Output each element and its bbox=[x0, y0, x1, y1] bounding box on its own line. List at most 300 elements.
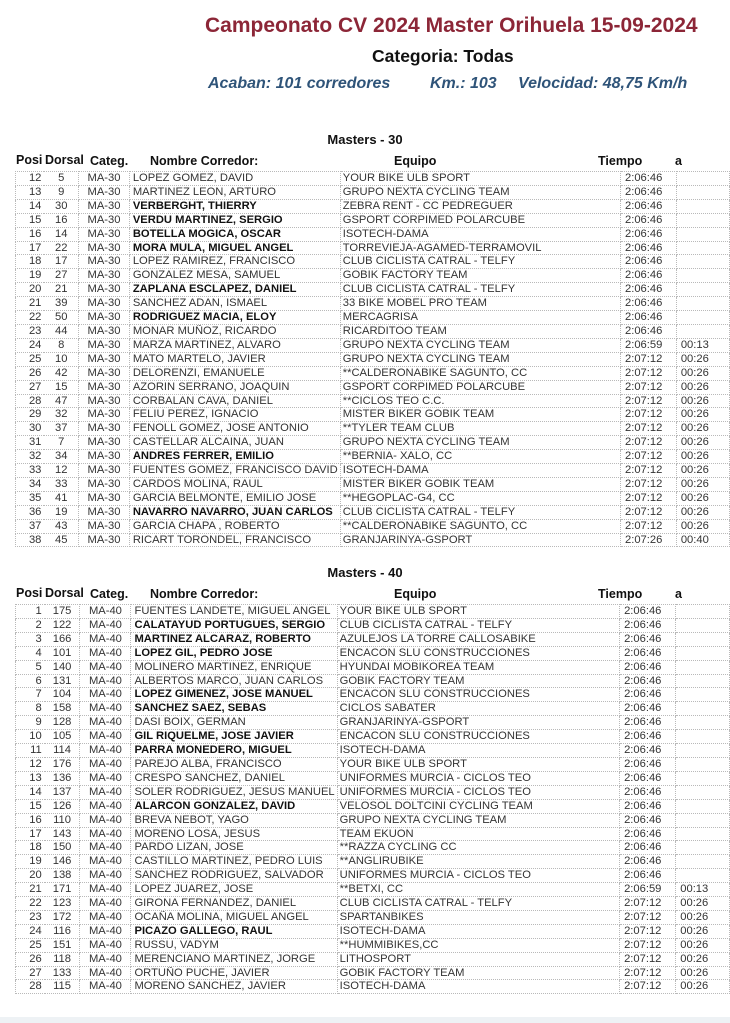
finish-time: 2:06:46 bbox=[620, 827, 676, 841]
rider-name: ALBERTOS MARCO, JUAN CARLOS bbox=[131, 674, 337, 688]
rider-category: MA-40 bbox=[80, 771, 131, 785]
rider-bib-number: 43 bbox=[44, 519, 78, 533]
time-gap: 00:40 bbox=[676, 533, 729, 547]
rider-name: MORENO SANCHEZ, JAVIER bbox=[131, 980, 337, 994]
rider-bib-number: 158 bbox=[45, 702, 80, 716]
finish-time: 2:06:46 bbox=[620, 744, 676, 758]
finish-time: 2:06:46 bbox=[620, 605, 676, 619]
distance-km: Km.: 103 bbox=[430, 75, 497, 92]
table-row bbox=[16, 464, 730, 478]
rider-bib-number: 47 bbox=[44, 394, 78, 408]
results-table-masters-30 bbox=[15, 171, 730, 547]
rider-team: CLUB CICLISTA CATRAL - TELFY bbox=[340, 283, 620, 297]
rider-category: MA-40 bbox=[80, 605, 131, 619]
time-gap bbox=[676, 199, 729, 213]
time-gap bbox=[676, 702, 730, 716]
rider-name: CORBALAN CAVA, DANIEL bbox=[129, 394, 340, 408]
finishers-count: Acaban: 101 corredores bbox=[208, 75, 391, 92]
rider-team: AZULEJOS LA TORRE CALLOSABIKE bbox=[337, 632, 619, 646]
table-row bbox=[16, 255, 730, 269]
rider-name: AZORIN SERRANO, JOAQUIN bbox=[129, 380, 340, 394]
rider-name: FUENTES LANDETE, MIGUEL ANGEL bbox=[131, 605, 337, 619]
time-gap bbox=[676, 757, 730, 771]
rider-position: 25 bbox=[16, 938, 45, 952]
finish-time: 2:06:46 bbox=[620, 799, 676, 813]
finish-time: 2:06:46 bbox=[620, 324, 676, 338]
col-header-posi: Posi bbox=[16, 153, 43, 167]
rider-team: TORREVIEJA-AGAMED-TERRAMOVIL bbox=[340, 241, 620, 255]
rider-name: RODRIGUEZ MACIA, ELOY bbox=[129, 311, 340, 325]
rider-team: **RAZZA CYCLING CC bbox=[337, 841, 619, 855]
table-row bbox=[16, 938, 730, 952]
rider-team: **BERNIA- XALO, CC bbox=[340, 450, 620, 464]
rider-position: 5 bbox=[16, 660, 45, 674]
rider-name: MATO MARTELO, JAVIER bbox=[129, 352, 340, 366]
col-header-gap: a bbox=[675, 154, 682, 168]
rider-team: GRUPO NEXTA CYCLING TEAM bbox=[340, 436, 620, 450]
rider-team: GRANJARINYA-GSPORT bbox=[337, 716, 619, 730]
finish-time: 2:06:46 bbox=[620, 716, 676, 730]
rider-position: 25 bbox=[16, 352, 45, 366]
rider-team: ISOTECH-DAMA bbox=[340, 464, 620, 478]
finish-time: 2:06:46 bbox=[620, 841, 676, 855]
time-gap bbox=[676, 618, 730, 632]
rider-name: SANCHEZ ADAN, ISMAEL bbox=[129, 297, 340, 311]
table-row bbox=[16, 855, 730, 869]
table-row bbox=[16, 366, 730, 380]
time-gap bbox=[676, 674, 730, 688]
rider-position: 22 bbox=[16, 311, 45, 325]
rider-position: 14 bbox=[16, 199, 45, 213]
rider-name: MONAR MUÑOZ, RICARDO bbox=[129, 324, 340, 338]
col-header-time: Tiempo bbox=[598, 154, 643, 168]
rider-bib-number: 12 bbox=[44, 464, 78, 478]
rider-name: GONZALEZ MESA, SAMUEL bbox=[129, 269, 340, 283]
table-row bbox=[16, 324, 730, 338]
finish-time: 2:07:12 bbox=[620, 519, 676, 533]
rider-name: GIRONA FERNANDEZ, DANIEL bbox=[131, 897, 337, 911]
rider-name: MERENCIANO MARTINEZ, JORGE bbox=[131, 952, 337, 966]
rider-category: MA-30 bbox=[79, 464, 130, 478]
rider-team: MERCAGRISA bbox=[340, 311, 620, 325]
table-row bbox=[16, 688, 730, 702]
time-gap: 00:26 bbox=[676, 897, 730, 911]
rider-position: 11 bbox=[16, 744, 45, 758]
rider-position: 24 bbox=[16, 338, 45, 352]
rider-position: 18 bbox=[16, 841, 45, 855]
time-gap: 00:26 bbox=[676, 366, 729, 380]
rider-team: GRUPO NEXTA CYCLING TEAM bbox=[340, 185, 620, 199]
rider-category: MA-40 bbox=[80, 702, 131, 716]
rider-bib-number: 8 bbox=[44, 338, 78, 352]
rider-team: CICLOS SABATER bbox=[337, 702, 619, 716]
rider-category: MA-30 bbox=[79, 227, 130, 241]
rider-name: CASTELLAR ALCAINA, JUAN bbox=[129, 436, 340, 450]
time-gap bbox=[676, 172, 729, 186]
rider-position: 32 bbox=[16, 450, 45, 464]
rider-team: GRUPO NEXTA CYCLING TEAM bbox=[340, 338, 620, 352]
rider-bib-number: 39 bbox=[44, 297, 78, 311]
rider-team: UNIFORMES MURCIA - CICLOS TEO bbox=[337, 869, 619, 883]
rider-bib-number: 133 bbox=[45, 966, 80, 980]
rider-position: 9 bbox=[16, 716, 45, 730]
finish-time: 2:06:46 bbox=[620, 813, 676, 827]
time-gap bbox=[676, 771, 730, 785]
rider-name: FELIU PEREZ, IGNACIO bbox=[129, 408, 340, 422]
rider-bib-number: 114 bbox=[45, 744, 80, 758]
time-gap bbox=[676, 605, 730, 619]
rider-team: ISOTECH-DAMA bbox=[337, 924, 619, 938]
rider-bib-number: 42 bbox=[44, 366, 78, 380]
rider-position: 29 bbox=[16, 408, 45, 422]
finish-time: 2:06:46 bbox=[620, 855, 676, 869]
rider-name: CASTILLO MARTINEZ, PEDRO LUIS bbox=[131, 855, 337, 869]
rider-position: 24 bbox=[16, 924, 45, 938]
table-row bbox=[16, 213, 730, 227]
rider-bib-number: 10 bbox=[44, 352, 78, 366]
finish-time: 2:07:12 bbox=[620, 408, 676, 422]
rider-name: LOPEZ GOMEZ, DAVID bbox=[129, 172, 340, 186]
table-row bbox=[16, 674, 730, 688]
rider-position: 15 bbox=[16, 213, 45, 227]
rider-bib-number: 44 bbox=[44, 324, 78, 338]
table-row bbox=[16, 380, 730, 394]
rider-bib-number: 175 bbox=[45, 605, 80, 619]
rider-position: 31 bbox=[16, 436, 45, 450]
table-row bbox=[16, 283, 730, 297]
rider-category: MA-40 bbox=[80, 924, 131, 938]
finish-time: 2:06:46 bbox=[620, 172, 676, 186]
rider-position: 37 bbox=[16, 519, 45, 533]
col-header-name: Nombre Corredor: bbox=[150, 154, 259, 168]
rider-bib-number: 150 bbox=[45, 841, 80, 855]
rider-team: **HEGOPLAC-G4, CC bbox=[340, 491, 620, 505]
rider-name: ORTUÑO PUCHE, JAVIER bbox=[131, 966, 337, 980]
rider-name: MARTINEZ LEON, ARTURO bbox=[129, 185, 340, 199]
finish-time: 2:07:12 bbox=[620, 366, 676, 380]
col-header-posi: Posi bbox=[16, 586, 43, 600]
rider-position: 1 bbox=[16, 605, 45, 619]
finish-time: 2:07:26 bbox=[620, 533, 676, 547]
table-row bbox=[16, 702, 730, 716]
finish-time: 2:07:12 bbox=[620, 980, 676, 994]
rider-team: GRANJARINYA-GSPORT bbox=[340, 533, 620, 547]
rider-position: 28 bbox=[16, 980, 45, 994]
finish-time: 2:06:46 bbox=[620, 213, 676, 227]
table-row bbox=[16, 269, 730, 283]
table-row bbox=[16, 897, 730, 911]
table-row bbox=[16, 730, 730, 744]
rider-position: 34 bbox=[16, 477, 45, 491]
finish-time: 2:07:12 bbox=[620, 352, 676, 366]
rider-name: CARDOS MOLINA, RAUL bbox=[129, 477, 340, 491]
table-row bbox=[16, 660, 730, 674]
time-gap bbox=[676, 744, 730, 758]
finish-time: 2:06:46 bbox=[620, 674, 676, 688]
rider-team: ENCACON SLU CONSTRUCCIONES bbox=[337, 688, 619, 702]
rider-name: FENOLL GOMEZ, JOSE ANTONIO bbox=[129, 422, 340, 436]
rider-team: HYUNDAI MOBIKOREA TEAM bbox=[337, 660, 619, 674]
rider-position: 17 bbox=[16, 241, 45, 255]
col-header-team: Equipo bbox=[394, 587, 437, 601]
rider-team: CLUB CICLISTA CATRAL - TELFY bbox=[340, 255, 620, 269]
rider-category: MA-30 bbox=[79, 338, 130, 352]
time-gap bbox=[676, 785, 730, 799]
rider-category: MA-30 bbox=[79, 213, 130, 227]
rider-bib-number: 32 bbox=[44, 408, 78, 422]
table-row bbox=[16, 227, 730, 241]
rider-category: MA-30 bbox=[79, 255, 130, 269]
finish-time: 2:07:12 bbox=[620, 952, 676, 966]
col-header-team: Equipo bbox=[394, 154, 437, 168]
rider-name: SOLER RODRIGUEZ, JESUS MANUEL bbox=[131, 785, 337, 799]
time-gap bbox=[676, 841, 730, 855]
rider-team: **ANGLIRUBIKE bbox=[337, 855, 619, 869]
rider-name: NAVARRO NAVARRO, JUAN CARLOS bbox=[129, 505, 340, 519]
time-gap bbox=[676, 855, 730, 869]
rider-category: MA-40 bbox=[80, 869, 131, 883]
category-label: Categoria: Todas bbox=[372, 46, 514, 66]
rider-category: MA-40 bbox=[80, 674, 131, 688]
finish-time: 2:06:46 bbox=[620, 771, 676, 785]
table-row bbox=[16, 185, 730, 199]
rider-category: MA-40 bbox=[80, 827, 131, 841]
page-bottom-strip bbox=[0, 1017, 730, 1023]
rider-bib-number: 136 bbox=[45, 771, 80, 785]
time-gap: 00:26 bbox=[676, 352, 729, 366]
rider-bib-number: 33 bbox=[44, 477, 78, 491]
time-gap: 00:13 bbox=[676, 338, 729, 352]
finish-time: 2:06:46 bbox=[620, 869, 676, 883]
rider-bib-number: 122 bbox=[45, 618, 80, 632]
finish-time: 2:06:46 bbox=[620, 227, 676, 241]
time-gap bbox=[676, 241, 729, 255]
time-gap: 00:13 bbox=[676, 883, 730, 897]
finish-time: 2:06:46 bbox=[620, 702, 676, 716]
time-gap bbox=[676, 283, 729, 297]
rider-name: SANCHEZ SAEZ, SEBAS bbox=[131, 702, 337, 716]
rider-position: 15 bbox=[16, 799, 45, 813]
rider-category: MA-40 bbox=[80, 883, 131, 897]
rider-bib-number: 126 bbox=[45, 799, 80, 813]
time-gap bbox=[676, 660, 730, 674]
rider-name: OCAÑA MOLINA, MIGUEL ANGEL bbox=[131, 910, 337, 924]
rider-bib-number: 22 bbox=[44, 241, 78, 255]
rider-team: GRUPO NEXTA CYCLING TEAM bbox=[337, 813, 619, 827]
rider-bib-number: 172 bbox=[45, 910, 80, 924]
rider-bib-number: 17 bbox=[44, 255, 78, 269]
rider-category: MA-40 bbox=[80, 618, 131, 632]
rider-position: 14 bbox=[16, 785, 45, 799]
table-row bbox=[16, 519, 730, 533]
time-gap: 00:26 bbox=[676, 938, 730, 952]
rider-position: 18 bbox=[16, 255, 45, 269]
rider-position: 8 bbox=[16, 702, 45, 716]
rider-category: MA-30 bbox=[79, 380, 130, 394]
rider-team: **CICLOS TEO C.C. bbox=[340, 394, 620, 408]
rider-team: VELOSOL DOLTCINI CYCLING TEAM bbox=[337, 799, 619, 813]
finish-time: 2:07:12 bbox=[620, 966, 676, 980]
rider-bib-number: 118 bbox=[45, 952, 80, 966]
rider-team: GOBIK FACTORY TEAM bbox=[340, 269, 620, 283]
table-row bbox=[16, 827, 730, 841]
finish-time: 2:07:12 bbox=[620, 491, 676, 505]
finish-time: 2:06:46 bbox=[620, 618, 676, 632]
finish-time: 2:06:46 bbox=[620, 632, 676, 646]
finish-time: 2:06:46 bbox=[620, 730, 676, 744]
rider-category: MA-30 bbox=[79, 172, 130, 186]
table-row bbox=[16, 505, 730, 519]
section-title-masters-30: Masters - 30 bbox=[327, 132, 403, 147]
table-row bbox=[16, 436, 730, 450]
rider-category: MA-40 bbox=[80, 910, 131, 924]
table-row bbox=[16, 422, 730, 436]
rider-category: MA-40 bbox=[80, 744, 131, 758]
table-row bbox=[16, 744, 730, 758]
finish-time: 2:07:12 bbox=[620, 477, 676, 491]
rider-team: GOBIK FACTORY TEAM bbox=[337, 966, 619, 980]
rider-bib-number: 151 bbox=[45, 938, 80, 952]
finish-time: 2:06:46 bbox=[620, 269, 676, 283]
rider-position: 13 bbox=[16, 185, 45, 199]
time-gap bbox=[676, 185, 729, 199]
time-gap bbox=[676, 269, 729, 283]
rider-name: CALATAYUD PORTUGUES, SERGIO bbox=[131, 618, 337, 632]
time-gap: 00:26 bbox=[676, 952, 730, 966]
rider-category: MA-40 bbox=[80, 966, 131, 980]
rider-category: MA-40 bbox=[80, 799, 131, 813]
time-gap: 00:26 bbox=[676, 464, 729, 478]
rider-team: GSPORT CORPIMED POLARCUBE bbox=[340, 380, 620, 394]
results-table-masters-40 bbox=[15, 604, 730, 994]
finish-time: 2:06:59 bbox=[620, 338, 676, 352]
time-gap bbox=[676, 255, 729, 269]
rider-category: MA-30 bbox=[79, 269, 130, 283]
rider-position: 33 bbox=[16, 464, 45, 478]
rider-category: MA-40 bbox=[80, 855, 131, 869]
rider-name: VERDU MARTINEZ, SERGIO bbox=[129, 213, 340, 227]
rider-position: 20 bbox=[16, 283, 45, 297]
rider-position: 22 bbox=[16, 897, 45, 911]
rider-category: MA-30 bbox=[79, 185, 130, 199]
rider-position: 2 bbox=[16, 618, 45, 632]
rider-bib-number: 105 bbox=[45, 730, 80, 744]
table-row bbox=[16, 632, 730, 646]
rider-name: SANCHEZ RODRIGUEZ, SALVADOR bbox=[131, 869, 337, 883]
rider-position: 12 bbox=[16, 172, 45, 186]
time-gap bbox=[676, 869, 730, 883]
time-gap: 00:26 bbox=[676, 519, 729, 533]
time-gap: 00:26 bbox=[676, 980, 730, 994]
rider-position: 23 bbox=[16, 324, 45, 338]
rider-position: 35 bbox=[16, 491, 45, 505]
rider-name: GARCIA BELMONTE, EMILIO JOSE bbox=[129, 491, 340, 505]
finish-time: 2:07:12 bbox=[620, 938, 676, 952]
rider-team: MISTER BIKER GOBIK TEAM bbox=[340, 477, 620, 491]
finish-time: 2:07:12 bbox=[620, 924, 676, 938]
finish-time: 2:06:46 bbox=[620, 199, 676, 213]
rider-bib-number: 7 bbox=[44, 436, 78, 450]
rider-position: 27 bbox=[16, 380, 45, 394]
rider-name: RUSSU, VADYM bbox=[131, 938, 337, 952]
finish-time: 2:07:12 bbox=[620, 464, 676, 478]
table-row bbox=[16, 966, 730, 980]
rider-team: YOUR BIKE ULB SPORT bbox=[337, 605, 619, 619]
table-row bbox=[16, 199, 730, 213]
rider-category: MA-40 bbox=[80, 897, 131, 911]
rider-name: MOLINERO MARTINEZ, ENRIQUE bbox=[131, 660, 337, 674]
rider-team: UNIFORMES MURCIA - CICLOS TEO bbox=[337, 771, 619, 785]
rider-name: ANDRES FERRER, EMILIO bbox=[129, 450, 340, 464]
rider-position: 19 bbox=[16, 269, 45, 283]
rider-category: MA-40 bbox=[80, 813, 131, 827]
rider-position: 20 bbox=[16, 869, 45, 883]
table-row bbox=[16, 394, 730, 408]
rider-position: 21 bbox=[16, 883, 45, 897]
rider-team: **HUMMIBIKES,CC bbox=[337, 938, 619, 952]
rider-name: CRESPO SANCHEZ, DANIEL bbox=[131, 771, 337, 785]
table-row bbox=[16, 841, 730, 855]
rider-name: RICART TORONDEL, FRANCISCO bbox=[129, 533, 340, 547]
rider-name: PAREJO ALBA, FRANCISCO bbox=[131, 757, 337, 771]
table-row bbox=[16, 352, 730, 366]
rider-name: DASI BOIX, GERMAN bbox=[131, 716, 337, 730]
rider-bib-number: 140 bbox=[45, 660, 80, 674]
rider-name: GARCIA CHAPA , ROBERTO bbox=[129, 519, 340, 533]
rider-category: MA-30 bbox=[79, 324, 130, 338]
rider-category: MA-30 bbox=[79, 297, 130, 311]
table-row bbox=[16, 172, 730, 186]
col-header-gap: a bbox=[675, 587, 682, 601]
time-gap bbox=[676, 827, 730, 841]
rider-bib-number: 27 bbox=[44, 269, 78, 283]
rider-category: MA-40 bbox=[80, 980, 131, 994]
col-header-dorsal: Dorsal bbox=[45, 586, 84, 600]
rider-category: MA-30 bbox=[79, 241, 130, 255]
time-gap: 00:26 bbox=[676, 380, 729, 394]
time-gap bbox=[676, 324, 729, 338]
finish-time: 2:06:46 bbox=[620, 646, 676, 660]
time-gap bbox=[676, 311, 729, 325]
rider-bib-number: 19 bbox=[44, 505, 78, 519]
rider-team: ZEBRA RENT - CC PEDREGUER bbox=[340, 199, 620, 213]
table-row bbox=[16, 771, 730, 785]
rider-position: 13 bbox=[16, 771, 45, 785]
rider-category: MA-40 bbox=[80, 785, 131, 799]
time-gap: 00:26 bbox=[676, 394, 729, 408]
rider-category: MA-40 bbox=[80, 952, 131, 966]
col-header-dorsal: Dorsal bbox=[45, 153, 84, 167]
time-gap: 00:26 bbox=[676, 450, 729, 464]
rider-team: 33 BIKE MOBEL PRO TEAM bbox=[340, 297, 620, 311]
rider-bib-number: 146 bbox=[45, 855, 80, 869]
finish-time: 2:07:12 bbox=[620, 910, 676, 924]
rider-bib-number: 123 bbox=[45, 897, 80, 911]
rider-category: MA-40 bbox=[80, 730, 131, 744]
time-gap: 00:26 bbox=[676, 924, 730, 938]
rider-name: PARDO LIZAN, JOSE bbox=[131, 841, 337, 855]
rider-position: 12 bbox=[16, 757, 45, 771]
rider-category: MA-40 bbox=[80, 716, 131, 730]
rider-position: 16 bbox=[16, 813, 45, 827]
rider-category: MA-40 bbox=[80, 757, 131, 771]
rider-position: 10 bbox=[16, 730, 45, 744]
rider-category: MA-40 bbox=[80, 660, 131, 674]
finish-time: 2:06:46 bbox=[620, 785, 676, 799]
col-header-categ: Categ. bbox=[90, 587, 129, 601]
rider-bib-number: 14 bbox=[44, 227, 78, 241]
finish-time: 2:06:46 bbox=[620, 241, 676, 255]
